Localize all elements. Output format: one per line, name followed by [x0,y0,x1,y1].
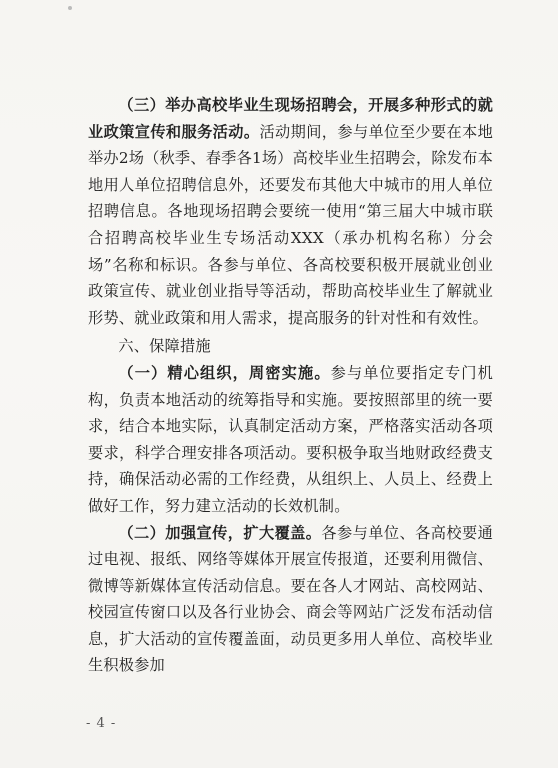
section-three-title: （三）举办高校毕业生现场招聘会，开展多种形式的就业政策宣传和服务活动。 [88,96,493,141]
subsection-two-title: （二）加强宣传，扩大覆盖。 [118,523,322,542]
subsection-one-paragraph [88,360,493,520]
subsection-one-title: （一）精心组织，周密实施。 [118,363,331,382]
section-three-paragraph [88,92,493,331]
subsection-two-paragraph [88,520,493,680]
subsection-one-body: 参与单位要指定专门机构，负责本地活动的统筹指导和实施。要按照部里的统一要求，结合本地实际，认真制定活动方案，严格落实活动各项要求，科学合理安排各项活动。要积极争取当地财政经费支持，确保活动必需的工作经费，从组织上、人员上、经费上做好工作，努力建立活动的长效机制。 [88,363,493,515]
page-number: - 4 - [86,716,117,731]
document-body [88,92,493,679]
scan-mark [68,6,72,10]
section-six-heading: 六、保障措施 [118,337,211,356]
subsection-two-body: 各参与单位、各高校要通过电视、报纸、网络等媒体开展宣传报道，还要利用微信、微博等新媒体宣传活动信息。要在各人才网站、高校网站、校园宣传窗口以及各行业协会、商会等网站广泛发布活动信息，扩大活动的宣传覆盖面，动员更多用人单位、高校毕业生积极参加 [88,523,493,675]
section-three-body: 活动期间，参与单位至少要在本地举办2场（秋季、春季各1场）高校毕业生招聘会，除发布本地用人单位招聘信息外，还要发布其他大中城市的用人单位招聘信息。各地现场招聘会要统一使用“第三届大中城市联合招聘高校毕业生专场活动XXX（承办机构名称）分会场”名称和标识。各参与单位、各高校要积极开展就业创业政策宣传、就业创业指导等活动，帮助高校毕业生了解就业形势、就业政策和用人需求，提高服务的针对性和有效性。 [88,122,494,327]
